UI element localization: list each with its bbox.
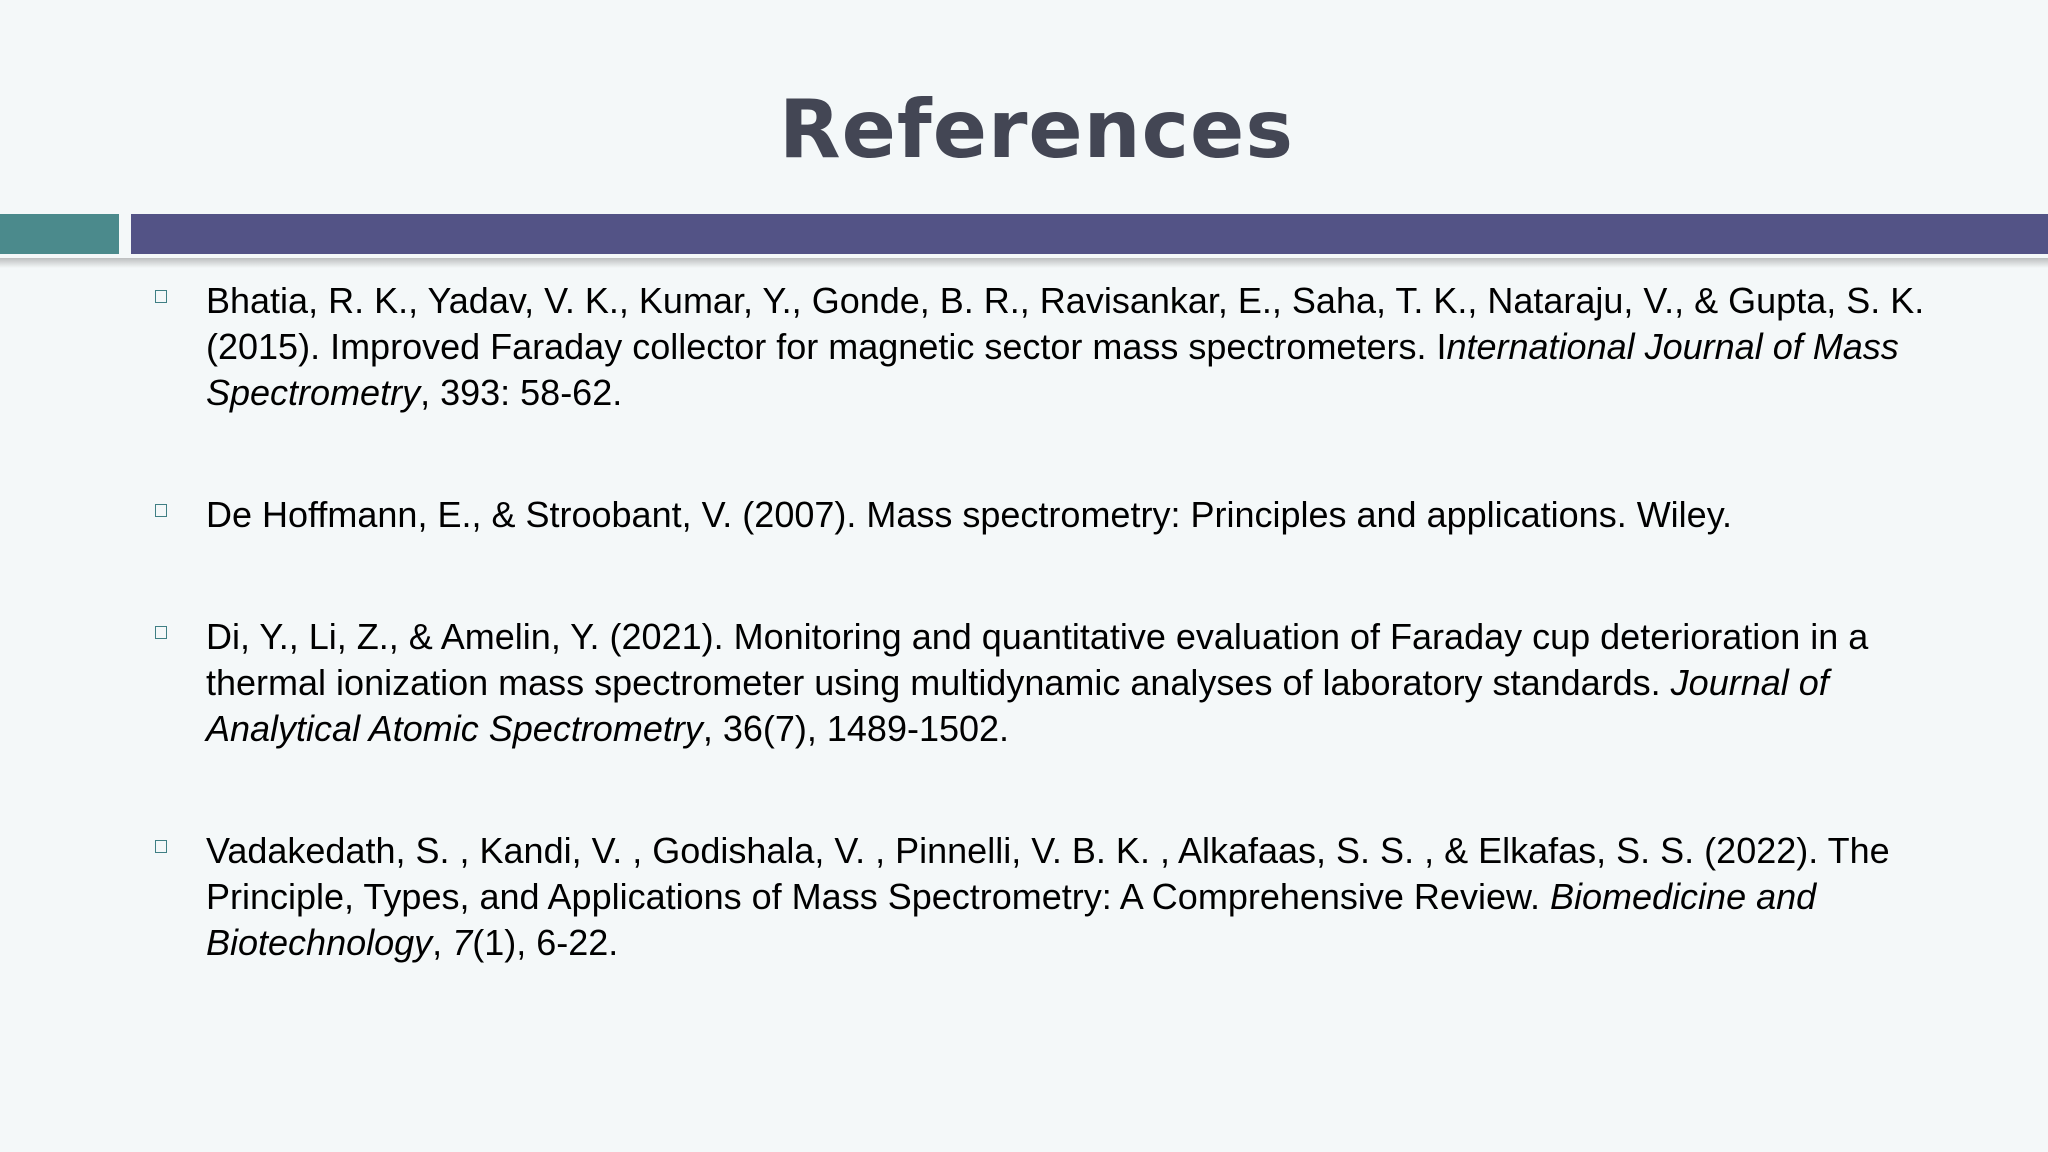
- journal-title: Biomedicine and Biotechnology: [206, 876, 1817, 963]
- journal-title: Journal of Analytical Atomic Spectrometry: [206, 662, 1829, 749]
- journal-volume: 7: [452, 922, 473, 963]
- reference-body: Vadakedath, S. , Kandi, V. , Godishala, V. , Pinnelli, V. B. K. , Alkafaas, S. S. , & Elkafas, S. S. (2022). The Principle, Types, and Applications of Mass Spectrometry: A Comprehensive Review.: [206, 830, 1890, 917]
- reference-body: Bhatia, R. K., Yadav, V. K., Kumar, Y., Gonde, B. R., Ravisankar, E., Saha, T. K., Nataraju, V., & Gupta, S. K. (2015). Improved Faraday collector for magnetic sector mass spectrometers. I: [206, 280, 1925, 367]
- reference-citation: , 393: 58-62.: [420, 372, 623, 413]
- reference-separator: ,: [432, 922, 453, 963]
- header-accent-bar: [0, 214, 119, 254]
- reference-body: Di, Y., Li, Z., & Amelin, Y. (2021). Monitoring and quantitative evaluation of Faraday cup deterioration in a thermal ionization mass spectrometer using multidynamic analyses of laboratory standards.: [206, 616, 1869, 703]
- reference-citation: (1), 6-22.: [472, 922, 619, 963]
- reference-body: De Hoffmann, E., & Stroobant, V. (2007). Mass spectrometry: Principles and applications. Wiley.: [206, 494, 1733, 535]
- reference-text: [206, 614, 1966, 752]
- header-bar-shadow: [0, 258, 2048, 268]
- reference-citation: , 36(7), 1489-1502.: [702, 708, 1010, 749]
- header-main-bar: [131, 214, 2048, 254]
- square-bullet-icon: [155, 504, 167, 517]
- reference-text: [206, 492, 1966, 538]
- reference-text: [206, 278, 1966, 416]
- square-bullet-icon: [155, 840, 167, 853]
- square-bullet-icon: [155, 290, 167, 303]
- reference-text: [206, 828, 1966, 966]
- square-bullet-icon: [155, 626, 167, 639]
- slide-title: References: [779, 83, 1294, 176]
- journal-title: nternational Journal of Mass Spectrometry: [206, 326, 1899, 413]
